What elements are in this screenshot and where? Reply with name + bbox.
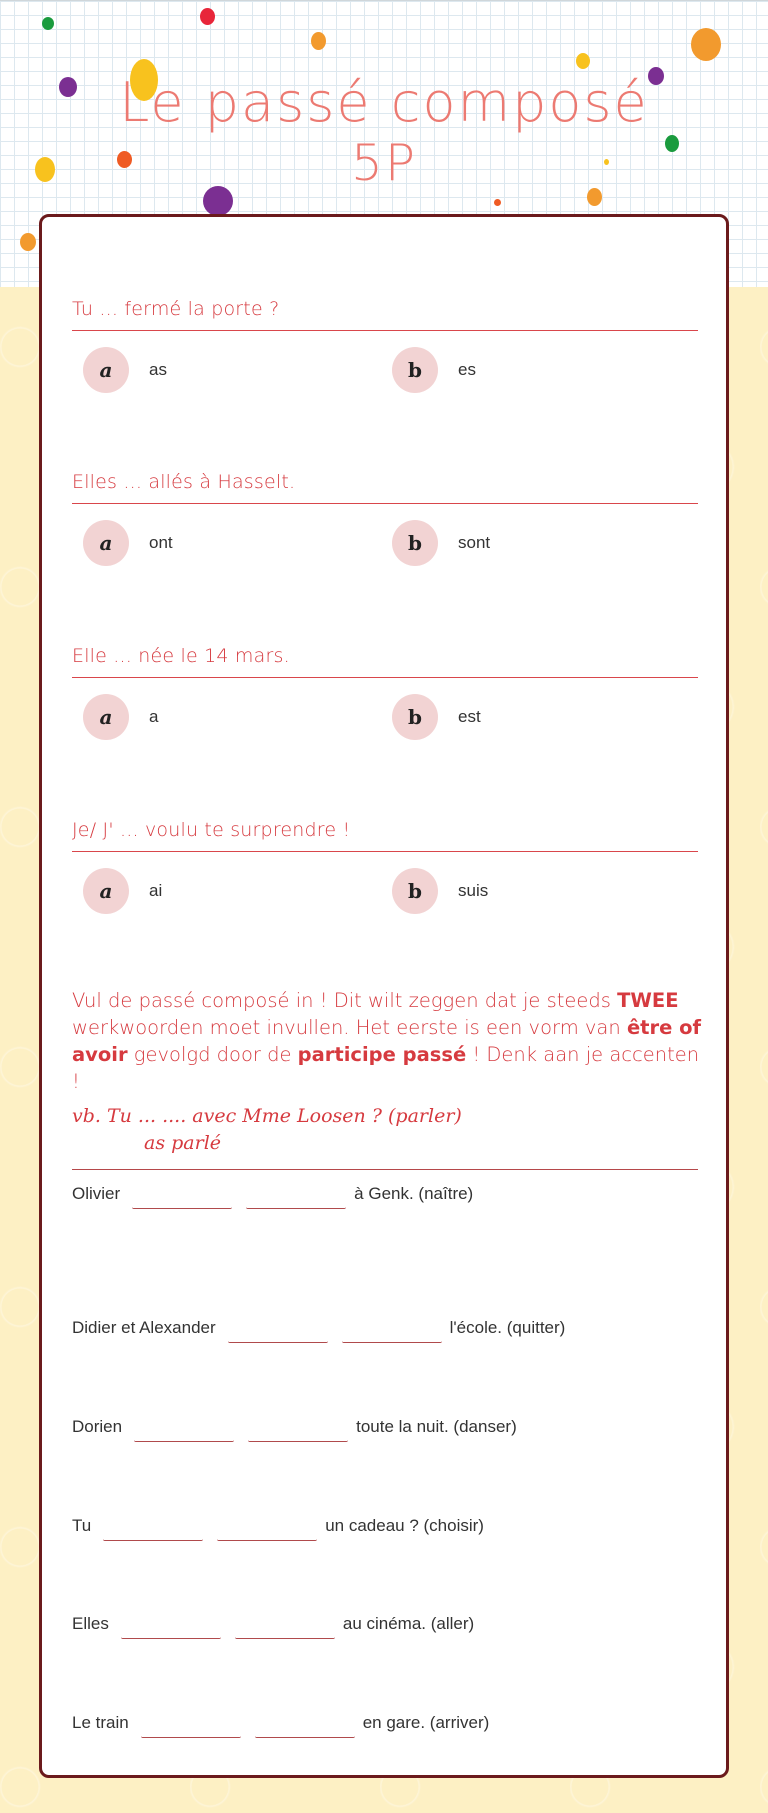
- option-text: a: [149, 707, 159, 726]
- option-b[interactable]: [392, 694, 481, 740]
- option-text: sont: [458, 533, 491, 552]
- instructions-text: gevolgd door de: [127, 1043, 298, 1066]
- question-4: [72, 817, 698, 903]
- option-letter-badge: a: [83, 694, 129, 740]
- option-text: ont: [149, 533, 173, 552]
- instructions-emphasis: être of avoir: [72, 1016, 701, 1066]
- blank-input-participle[interactable]: [255, 1712, 355, 1738]
- question-prompt: Tu ... fermé la porte ?: [72, 298, 280, 320]
- question-divider: [72, 677, 698, 678]
- sentence-subject: Le train: [72, 1713, 129, 1732]
- option-text: es: [458, 360, 476, 379]
- section-divider: [72, 1169, 698, 1170]
- question-prompt: Elle ... née le 14 mars.: [72, 645, 290, 667]
- blank-input-participle[interactable]: [248, 1416, 348, 1442]
- instructions-emphasis: participe passé: [297, 1043, 467, 1066]
- blank-input-participle[interactable]: [342, 1317, 442, 1343]
- option-text: ai: [149, 881, 163, 900]
- sentence-4: [72, 1515, 484, 1545]
- page-title: [0, 73, 768, 193]
- sentence-subject: Tu: [72, 1516, 92, 1535]
- sentence-subject: Elles: [72, 1614, 109, 1633]
- sentence-3: [72, 1416, 517, 1446]
- blank-input-auxiliary[interactable]: [134, 1416, 234, 1442]
- sentence-rest: un cadeau ? (choisir): [325, 1516, 484, 1535]
- paint-splat-icon: [691, 28, 721, 61]
- option-letter-badge: a: [83, 868, 129, 914]
- title-line-2: 5P: [351, 134, 417, 192]
- option-letter-badge: b: [392, 694, 438, 740]
- title-line-1: Le passé composé: [119, 71, 649, 134]
- sentence-rest: en gare. (arriver): [362, 1713, 490, 1732]
- sentence-subject: Dorien: [72, 1417, 123, 1436]
- sentence-rest: à Genk. (naître): [354, 1184, 474, 1203]
- instructions-text: ! Denk aan je accenten !: [72, 1043, 700, 1093]
- option-b[interactable]: [392, 868, 488, 914]
- paint-splat-icon: [494, 199, 501, 206]
- option-text: est: [458, 707, 481, 726]
- sentence-subject: Didier et Alexander: [72, 1318, 216, 1337]
- question-prompt: Je/ J' ... voulu te surprendre !: [72, 819, 351, 841]
- option-a[interactable]: [83, 694, 158, 740]
- question-3: [72, 643, 698, 729]
- instructions: [72, 987, 702, 1095]
- option-text: suis: [458, 881, 489, 900]
- paint-splat-icon: [576, 53, 590, 69]
- instructions-text: Vul de passé composé in ! Dit wilt zeggen dat je steeds: [72, 989, 618, 1012]
- question-divider: [72, 851, 698, 852]
- option-letter-badge: b: [392, 868, 438, 914]
- sentence-subject: Olivier: [72, 1184, 121, 1203]
- blank-input-auxiliary[interactable]: [141, 1712, 241, 1738]
- blank-input-auxiliary[interactable]: [103, 1515, 203, 1541]
- question-divider: [72, 330, 698, 331]
- blank-input-auxiliary[interactable]: [132, 1183, 232, 1209]
- option-a[interactable]: [83, 520, 173, 566]
- example-prompt: vb. Tu ... .... avec Mme Loosen ? (parler): [72, 1105, 462, 1127]
- blank-input-participle[interactable]: [246, 1183, 346, 1209]
- sentence-2: [72, 1317, 565, 1347]
- sentence-rest: au cinéma. (aller): [342, 1614, 475, 1633]
- option-letter-badge: b: [392, 520, 438, 566]
- option-b[interactable]: [392, 520, 490, 566]
- sentence-6: [72, 1712, 489, 1742]
- option-a[interactable]: [83, 347, 167, 393]
- paint-splat-icon: [20, 233, 36, 251]
- paint-splat-icon: [42, 17, 54, 30]
- question-1: [72, 296, 698, 382]
- option-a[interactable]: [83, 868, 162, 914]
- sentence-1: [72, 1183, 473, 1213]
- question-divider: [72, 503, 698, 504]
- example: [72, 1103, 702, 1157]
- option-letter-badge: b: [392, 347, 438, 393]
- blank-input-auxiliary[interactable]: [228, 1317, 328, 1343]
- sentence-5: [72, 1613, 474, 1643]
- blank-input-auxiliary[interactable]: [121, 1613, 221, 1639]
- sentence-rest: l'école. (quitter): [449, 1318, 566, 1337]
- instructions-text: werkwoorden moet invullen. Het eerste is een vorm van: [72, 1016, 627, 1039]
- blank-input-participle[interactable]: [235, 1613, 335, 1639]
- worksheet-card: [39, 214, 729, 1778]
- example-answer: as parlé: [144, 1132, 222, 1154]
- option-b[interactable]: [392, 347, 476, 393]
- question-prompt: Elles ... allés à Hasselt.: [72, 471, 296, 493]
- sentence-rest: toute la nuit. (danser): [356, 1417, 517, 1436]
- question-2: [72, 469, 698, 555]
- paint-splat-icon: [200, 8, 215, 25]
- instructions-emphasis: TWEE: [617, 989, 679, 1012]
- option-text: as: [149, 360, 167, 379]
- option-letter-badge: a: [83, 520, 129, 566]
- option-letter-badge: a: [83, 347, 129, 393]
- blank-input-participle[interactable]: [217, 1515, 317, 1541]
- paint-splat-icon: [311, 32, 326, 50]
